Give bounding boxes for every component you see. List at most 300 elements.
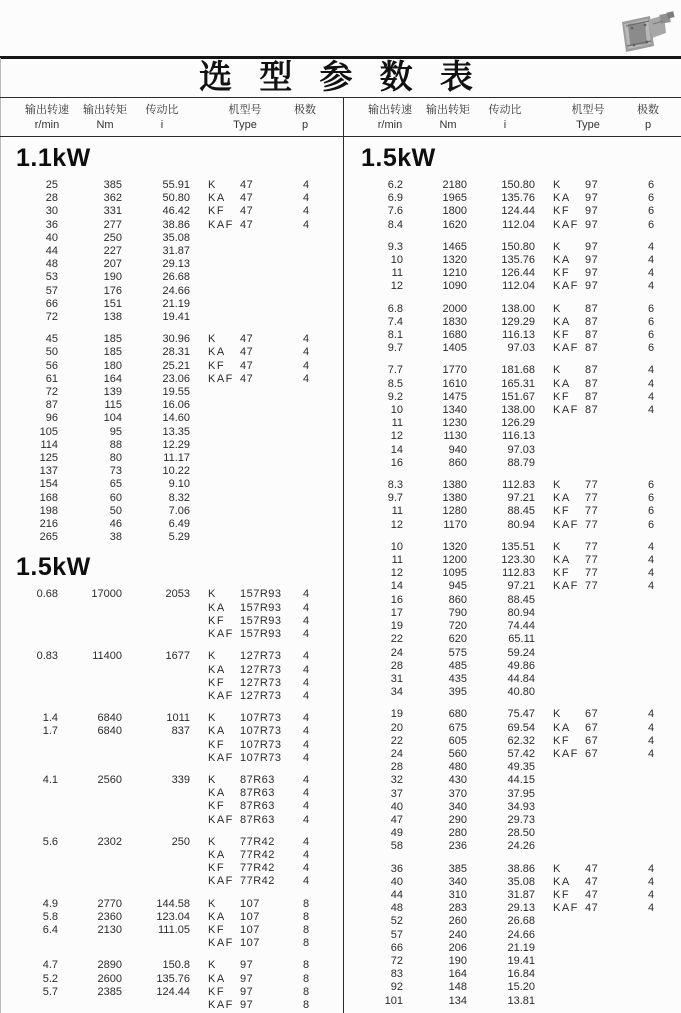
cell-poles: 4 (647, 721, 655, 734)
cell-poles (639, 929, 663, 942)
cell-type-prefix: K (208, 333, 217, 346)
cell-speed: 125 (39, 452, 58, 465)
cell-poles (294, 386, 318, 399)
table-row (0, 664, 338, 677)
table-block (0, 774, 338, 827)
table-row (0, 192, 338, 205)
cell-ratio: 80.94 (507, 606, 535, 619)
cell-speed: 32 (390, 774, 403, 787)
cell-poles: 4 (302, 179, 310, 191)
cell-type-model: 47 (240, 179, 254, 191)
cell-torque: 1200 (442, 554, 467, 567)
table-row (0, 492, 338, 505)
cell-ratio (122, 615, 190, 628)
cell-torque: 190 (448, 954, 467, 967)
table-row (345, 633, 681, 646)
cell-type-model (238, 386, 294, 399)
cell-type-model: 47 (240, 333, 254, 346)
cell-type-model (583, 761, 639, 774)
cell-speed: 92 (390, 981, 403, 994)
table-row (345, 942, 681, 955)
cell-poles (294, 505, 318, 518)
cell-ratio: 49.35 (507, 761, 535, 774)
cell-speed (0, 787, 58, 800)
cell-speed: 14 (390, 443, 403, 456)
cell-poles (639, 457, 663, 470)
cell-ratio: 123.30 (501, 554, 535, 567)
cell-ratio (122, 800, 190, 813)
cell-type-prefix: KA (208, 601, 226, 614)
cell-torque: 240 (448, 928, 467, 941)
cell-poles: 4 (647, 404, 655, 417)
cell-poles (294, 245, 318, 258)
cell-type-model: 87R63 (240, 800, 275, 813)
cell-torque (58, 615, 122, 628)
cell-type-prefix (190, 232, 238, 245)
cell-poles: 4 (647, 708, 655, 721)
header-type-right (572, 103, 605, 133)
table-block (0, 836, 338, 889)
cell-speed: 12 (390, 567, 403, 580)
table-half-right (345, 142, 681, 1013)
cell-ratio: 135.76 (501, 192, 535, 205)
cell-speed: 8.1 (387, 329, 403, 342)
header-unit: Nm (439, 119, 457, 131)
cell-ratio: 19.55 (162, 386, 190, 399)
cell-type-model: 47 (240, 372, 254, 385)
cell-poles: 8 (302, 985, 310, 998)
header-label: 极数 (294, 104, 316, 116)
cell-type-prefix: K (208, 835, 217, 848)
cell-speed (0, 615, 58, 628)
cell-type-model (238, 518, 294, 531)
cell-torque: 1380 (442, 479, 467, 492)
cell-type-model: 97 (240, 998, 254, 1011)
cell-type-model: 47 (240, 359, 254, 372)
cell-type-prefix (190, 492, 238, 505)
cell-speed: 11 (391, 505, 403, 518)
header-type-left (229, 103, 262, 133)
cell-speed: 61 (45, 372, 58, 385)
cell-poles: 4 (302, 712, 310, 725)
cell-torque: 290 (448, 813, 467, 826)
cell-poles: 4 (647, 888, 655, 901)
cell-torque: 2560 (97, 773, 122, 786)
cell-speed: 6.2 (387, 179, 403, 191)
table-row (345, 995, 681, 1008)
cell-type-model: 77 (585, 540, 599, 553)
cell-ratio: 30.96 (162, 333, 190, 346)
cell-speed: 50 (45, 346, 58, 359)
header-torque-left (83, 103, 127, 133)
cell-speed: 10 (390, 254, 403, 267)
cell-torque: 310 (448, 888, 467, 901)
cell-poles: 8 (302, 959, 310, 972)
cell-poles (639, 801, 663, 814)
cell-type-model: 157R93 (240, 614, 282, 627)
table-row (345, 955, 681, 968)
cell-ratio: 135.76 (156, 972, 190, 985)
cell-speed: 72 (390, 954, 403, 967)
cell-speed (0, 814, 58, 827)
cell-poles: 4 (647, 902, 655, 915)
cell-torque: 1830 (442, 315, 467, 328)
cell-speed: 114 (40, 438, 58, 451)
table-row (0, 986, 338, 999)
header-speed-left (25, 103, 69, 133)
cell-type-model: 67 (585, 734, 599, 747)
cell-speed: 1.7 (42, 725, 58, 738)
cell-torque: 206 (448, 941, 467, 954)
cell-type-model: 77R42 (240, 848, 275, 861)
cell-ratio: 97.03 (507, 342, 535, 355)
table-row (0, 615, 338, 628)
table-row (345, 735, 681, 748)
cell-type-prefix: KF (553, 329, 571, 342)
cell-speed: 5.6 (42, 835, 58, 848)
cell-type-prefix: K (553, 862, 562, 875)
cell-type-prefix: KF (208, 614, 226, 627)
table-row (0, 452, 338, 465)
cell-type-prefix: K (553, 240, 562, 253)
cell-speed: 7.4 (387, 315, 403, 328)
cell-type-model: 97 (585, 192, 599, 205)
cell-ratio: 74.44 (507, 620, 535, 633)
cell-speed: 6.4 (42, 923, 58, 936)
cell-poles: 6 (647, 342, 655, 355)
cell-speed: 7.7 (387, 364, 403, 377)
table-row (0, 245, 338, 258)
table-row (0, 911, 338, 924)
cell-type-model (583, 915, 639, 928)
cell-type-model (238, 439, 294, 452)
cell-type-prefix: KAF (553, 902, 579, 915)
cell-type-prefix: K (208, 179, 217, 191)
cell-speed (0, 800, 58, 813)
cell-poles: 4 (647, 364, 655, 377)
cell-poles: 4 (302, 372, 310, 385)
table-row (345, 364, 681, 377)
cell-type-model: 87 (585, 364, 599, 377)
table-row (345, 505, 681, 518)
cell-poles: 4 (647, 254, 655, 267)
cell-poles: 4 (647, 267, 655, 280)
cell-torque: 138 (103, 311, 122, 324)
header-label: 输出转矩 (83, 104, 127, 116)
table-row (345, 594, 681, 607)
cell-torque: 50 (109, 504, 122, 517)
table-row (345, 192, 681, 205)
cell-type-prefix (535, 417, 583, 430)
cell-torque: 260 (448, 915, 467, 928)
cell-type-prefix: K (553, 479, 562, 492)
cell-type-model (583, 801, 639, 814)
cell-type-model: 157R93 (240, 601, 282, 614)
cell-ratio (122, 999, 190, 1012)
cell-speed: 72 (45, 311, 58, 324)
cell-torque (58, 787, 122, 800)
cell-type-prefix: KA (553, 721, 571, 734)
cell-type-model: 47 (585, 862, 599, 875)
cell-poles: 6 (647, 205, 655, 218)
cell-speed (0, 752, 58, 765)
cell-poles: 4 (302, 738, 310, 751)
cell-type-model (238, 412, 294, 425)
cell-type-prefix (535, 827, 583, 840)
cell-type-prefix: KF (553, 205, 571, 218)
cell-speed: 9.7 (387, 492, 403, 505)
table-block (345, 863, 681, 1008)
cell-poles: 4 (302, 813, 310, 826)
cell-type-prefix: KA (553, 554, 571, 567)
cell-type-prefix (190, 399, 238, 412)
table-row (345, 660, 681, 673)
cell-speed: 20 (390, 721, 403, 734)
table-row (0, 787, 338, 800)
cell-speed: 16 (390, 593, 403, 606)
cell-type-prefix: KA (208, 663, 226, 676)
table-row (0, 739, 338, 752)
cell-poles (639, 968, 663, 981)
cell-torque (58, 628, 122, 641)
cell-type-prefix: KA (553, 315, 571, 328)
cell-ratio: 29.13 (507, 902, 535, 915)
header-unit: r/min (377, 119, 403, 131)
cell-type-prefix (535, 430, 583, 443)
table-row (0, 360, 338, 373)
cell-torque: 395 (448, 686, 467, 699)
header-rule (0, 136, 681, 137)
table-row (345, 404, 681, 417)
cell-ratio: 97.03 (507, 443, 535, 456)
cell-speed: 72 (45, 386, 58, 399)
cell-poles: 4 (302, 628, 310, 641)
cell-type-prefix: K (208, 712, 217, 725)
cell-type-model: 77 (585, 567, 599, 580)
column-divider (343, 97, 344, 1013)
cell-torque: 1320 (442, 540, 467, 553)
table-row (0, 205, 338, 218)
cell-type-prefix (190, 465, 238, 478)
power-section (0, 553, 338, 1012)
header-label: 极数 (637, 104, 659, 116)
table-row (345, 179, 681, 192)
cell-type-model: 67 (585, 721, 599, 734)
table-row (0, 959, 338, 972)
cell-poles (294, 452, 318, 465)
table-header-row (0, 100, 681, 136)
cell-type-model (583, 774, 639, 787)
cell-poles (294, 285, 318, 298)
cell-speed (0, 739, 58, 752)
cell-torque: 104 (103, 412, 122, 425)
header-unit: r/min (34, 119, 60, 131)
cell-type-model (238, 311, 294, 324)
cell-speed: 8.3 (387, 479, 403, 492)
cell-speed: 36 (390, 862, 403, 875)
cell-ratio: 24.66 (162, 284, 190, 297)
cell-torque: 2130 (97, 923, 122, 936)
cell-torque: 1405 (442, 342, 467, 355)
cell-ratio: 80.94 (507, 518, 535, 531)
cell-speed: 198 (39, 504, 58, 517)
cell-speed: 137 (39, 465, 58, 478)
cell-torque: 720 (448, 620, 467, 633)
cell-type-prefix: KAF (208, 372, 234, 385)
cell-type-model: 67 (585, 708, 599, 721)
cell-poles: 8 (302, 998, 310, 1011)
cell-ratio: 55.91 (162, 179, 190, 191)
cell-poles (639, 417, 663, 430)
cell-speed: 40 (45, 231, 58, 244)
cell-torque: 1475 (442, 390, 467, 403)
cell-torque: 620 (448, 633, 467, 646)
cell-type-prefix: KAF (553, 404, 579, 417)
cell-torque: 340 (448, 875, 467, 888)
cell-ratio: 112.04 (502, 280, 535, 293)
cell-type-model: 87R63 (240, 787, 275, 800)
header-label: 输出转速 (368, 104, 412, 116)
cell-speed: 66 (390, 941, 403, 954)
table-row (0, 937, 338, 950)
cell-poles (294, 439, 318, 452)
table-row (0, 179, 338, 192)
cell-ratio: 34.93 (507, 800, 535, 813)
cell-ratio: 144.58 (156, 897, 190, 910)
header-unit: Type (576, 119, 600, 131)
cell-torque (58, 602, 122, 615)
cell-type-model: 87R63 (240, 813, 275, 826)
cell-ratio: 138.00 (501, 302, 535, 315)
cell-type-prefix (190, 285, 238, 298)
cell-torque (58, 862, 122, 875)
cell-type-model (238, 271, 294, 284)
cell-ratio: 112.04 (502, 218, 535, 231)
table-row (0, 725, 338, 738)
cell-poles (294, 478, 318, 491)
cell-type-prefix: KAF (553, 280, 579, 293)
cell-poles: 6 (647, 315, 655, 328)
header-unit: Type (233, 119, 257, 131)
cell-poles: 4 (647, 554, 655, 567)
cell-speed: 0.83 (36, 650, 58, 663)
cell-poles: 4 (302, 787, 310, 800)
cell-type-model: 97 (240, 985, 254, 998)
header-label: 传动比 (145, 104, 179, 116)
cell-poles: 4 (647, 580, 655, 593)
cell-torque (58, 849, 122, 862)
cell-speed: 11 (391, 554, 403, 567)
cell-type-prefix: KAF (208, 218, 234, 231)
cell-speed: 8.4 (387, 218, 403, 231)
cell-poles: 4 (647, 390, 655, 403)
cell-torque: 1620 (442, 218, 467, 231)
cell-poles: 8 (302, 923, 310, 936)
cell-ratio: 112.83 (502, 479, 535, 492)
table-row (345, 981, 681, 994)
cell-speed: 11 (391, 267, 403, 280)
cell-poles: 8 (302, 937, 310, 950)
cell-poles: 4 (302, 650, 310, 663)
cell-torque: 362 (103, 192, 122, 205)
cell-speed: 0.68 (36, 588, 58, 601)
cell-ratio: 28.31 (162, 346, 190, 359)
cell-ratio (122, 628, 190, 641)
cell-speed: 12 (390, 430, 403, 443)
header-unit: p (644, 119, 652, 131)
cell-type-prefix (535, 968, 583, 981)
cell-ratio: 28.50 (507, 827, 535, 840)
cell-ratio: 62.32 (507, 734, 535, 747)
cell-ratio: 339 (171, 773, 190, 786)
cell-type-prefix (190, 258, 238, 271)
cell-type-model: 77 (585, 505, 599, 518)
cell-torque: 2000 (442, 302, 467, 315)
cell-type-model: 97 (585, 240, 599, 253)
table-row (345, 329, 681, 342)
cell-type-prefix (535, 774, 583, 787)
cell-speed (0, 875, 58, 888)
cell-ratio: 88.79 (507, 456, 535, 469)
cell-type-model (583, 594, 639, 607)
cell-ratio: 150.80 (501, 240, 535, 253)
cell-torque: 277 (103, 218, 122, 231)
cell-type-prefix (535, 814, 583, 827)
table-row (0, 690, 338, 703)
cell-type-prefix: KF (208, 738, 226, 751)
table-block (345, 303, 681, 356)
cell-ratio: 49.86 (507, 659, 535, 672)
cell-ratio: 29.13 (162, 258, 190, 271)
cell-ratio: 112.83 (502, 567, 535, 580)
cell-speed (0, 862, 58, 875)
cell-poles (294, 492, 318, 505)
cell-torque: 1230 (442, 417, 467, 430)
cell-ratio: 46.42 (162, 205, 190, 218)
cell-poles: 4 (302, 689, 310, 702)
cell-torque: 940 (448, 443, 467, 456)
table-block (0, 959, 338, 1012)
table-row (345, 519, 681, 532)
table-row (345, 673, 681, 686)
table-row (345, 444, 681, 457)
cell-poles: 4 (647, 734, 655, 747)
cell-type-model (238, 505, 294, 518)
cell-type-prefix (535, 620, 583, 633)
cell-type-model (583, 430, 639, 443)
cell-torque: 370 (448, 787, 467, 800)
cell-type-model: 77 (585, 518, 599, 531)
table-row (345, 567, 681, 580)
cell-ratio: 21.19 (162, 297, 190, 310)
cell-type-prefix (535, 929, 583, 942)
cell-type-prefix: KAF (553, 218, 579, 231)
cell-ratio: 31.87 (162, 245, 190, 258)
cell-type-model (583, 827, 639, 840)
cell-torque: 164 (103, 372, 122, 385)
cell-torque: 675 (448, 721, 467, 734)
table-row (0, 258, 338, 271)
cell-type-model: 107R73 (240, 725, 282, 738)
cell-type-model: 87 (585, 342, 599, 355)
cell-ratio: 24.66 (507, 928, 535, 941)
table-row (345, 580, 681, 593)
cell-type-model: 47 (240, 192, 254, 205)
cell-type-prefix (535, 915, 583, 928)
cell-ratio: 88.45 (507, 505, 535, 518)
cell-speed: 22 (390, 633, 403, 646)
cell-type-model (583, 840, 639, 853)
